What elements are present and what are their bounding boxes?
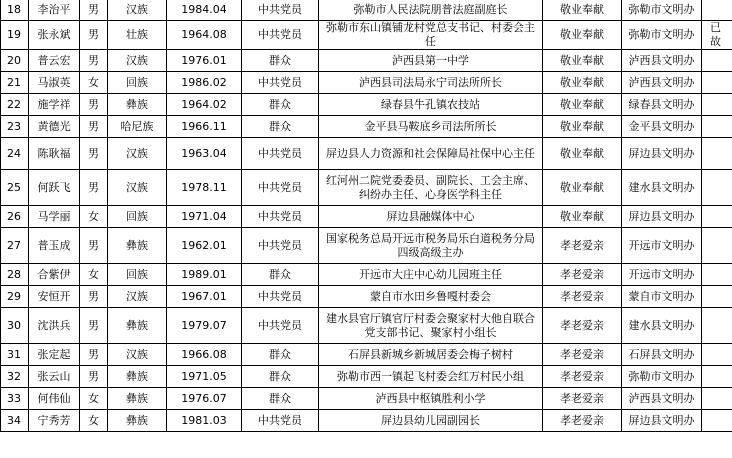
cell-birth: 1979.07: [167, 308, 242, 344]
cell-politics: 群众: [242, 116, 319, 138]
cell-recommender: 弥勒市文明办: [622, 0, 702, 21]
cell-birth: 1984.04: [167, 0, 242, 21]
cell-birth: 1976.01: [167, 50, 242, 72]
cell-gender: 男: [80, 344, 108, 366]
cell-recommender: 开远市文明办: [622, 264, 702, 286]
cell-category: 孝老爱亲: [543, 228, 622, 264]
cell-no: 29: [1, 286, 29, 308]
cell-politics: 中共党员: [242, 308, 319, 344]
cell-recommender: 弥勒市文明办: [622, 21, 702, 50]
cell-category: 孝老爱亲: [543, 388, 622, 410]
cell-recommender: 金平县文明办: [622, 116, 702, 138]
cell-no: 19: [1, 21, 29, 50]
cell-gender: 女: [80, 388, 108, 410]
cell-gender: 男: [80, 308, 108, 344]
cell-ethnicity: 汉族: [108, 170, 167, 206]
cell-name: 马淑英: [29, 72, 80, 94]
cell-no: 23: [1, 116, 29, 138]
cell-birth: 1966.08: [167, 344, 242, 366]
cell-politics: 中共党员: [242, 0, 319, 21]
cell-gender: 男: [80, 116, 108, 138]
cell-name: 普玉成: [29, 228, 80, 264]
cell-note: [702, 286, 732, 308]
cell-gender: 男: [80, 0, 108, 21]
cell-no: 26: [1, 206, 29, 228]
cell-politics: 群众: [242, 344, 319, 366]
cell-gender: 男: [80, 366, 108, 388]
cell-birth: 1981.03: [167, 410, 242, 432]
cell-ethnicity: 汉族: [108, 50, 167, 72]
table-row: [1, 206, 732, 228]
cell-note: [702, 366, 732, 388]
cell-name: 张定起: [29, 344, 80, 366]
cell-unit: 蒙自市水田乡鲁嘎村委会: [319, 286, 543, 308]
table-row: [1, 388, 732, 410]
cell-unit: 泸西县第一中学: [319, 50, 543, 72]
cell-politics: 中共党员: [242, 21, 319, 50]
cell-note: [702, 388, 732, 410]
table-row: [1, 50, 732, 72]
cell-ethnicity: 彝族: [108, 228, 167, 264]
cell-ethnicity: 彝族: [108, 388, 167, 410]
table-row: [1, 170, 732, 206]
cell-ethnicity: 彝族: [108, 366, 167, 388]
table-row: [1, 116, 732, 138]
cell-gender: 男: [80, 21, 108, 50]
cell-ethnicity: 回族: [108, 264, 167, 286]
table-row: [1, 21, 732, 50]
cell-unit: 石屏县新城乡新城居委会梅子树村: [319, 344, 543, 366]
cell-note: [702, 94, 732, 116]
cell-birth: 1963.04: [167, 138, 242, 170]
cell-ethnicity: 汉族: [108, 0, 167, 21]
cell-name: 黄德光: [29, 116, 80, 138]
cell-category: 孝老爱亲: [543, 286, 622, 308]
cell-name: 张云山: [29, 366, 80, 388]
cell-category: 敬业奉献: [543, 0, 622, 21]
cell-note: [702, 344, 732, 366]
cell-note: [702, 170, 732, 206]
cell-no: 31: [1, 344, 29, 366]
cell-unit: 屏边县幼儿园副园长: [319, 410, 543, 432]
cell-name: 张永斌: [29, 21, 80, 50]
cell-gender: 男: [80, 50, 108, 72]
cell-recommender: 弥勒市文明办: [622, 366, 702, 388]
cell-no: 27: [1, 228, 29, 264]
cell-note: [702, 308, 732, 344]
cell-name: 沈洪兵: [29, 308, 80, 344]
cell-gender: 女: [80, 264, 108, 286]
cell-unit: 弥勒市人民法院朋普法庭副庭长: [319, 0, 543, 21]
cell-gender: 男: [80, 286, 108, 308]
table-row: [1, 344, 732, 366]
table-row: [1, 308, 732, 344]
cell-birth: 1986.02: [167, 72, 242, 94]
table-row: [1, 228, 732, 264]
cell-name: 何伟仙: [29, 388, 80, 410]
cell-unit: 金平县马鞍底乡司法所所长: [319, 116, 543, 138]
cell-no: 32: [1, 366, 29, 388]
table-row: [1, 0, 732, 21]
cell-name: 马学丽: [29, 206, 80, 228]
cell-category: 孝老爱亲: [543, 366, 622, 388]
cell-no: 22: [1, 94, 29, 116]
cell-gender: 女: [80, 206, 108, 228]
cell-gender: 女: [80, 72, 108, 94]
table-row: [1, 72, 732, 94]
cell-politics: 中共党员: [242, 138, 319, 170]
cell-category: 敬业奉献: [543, 50, 622, 72]
cell-politics: 中共党员: [242, 72, 319, 94]
cell-category: 敬业奉献: [543, 206, 622, 228]
cell-category: 敬业奉献: [543, 21, 622, 50]
cell-note: [702, 410, 732, 432]
cell-unit: 弥勒市东山镇铺龙村党总支书记、村委会主任: [319, 21, 543, 50]
cell-birth: 1962.01: [167, 228, 242, 264]
cell-unit: 国家税务总局开远市税务局乐白道税务分局四级高级主办: [319, 228, 543, 264]
cell-no: 24: [1, 138, 29, 170]
cell-note: [702, 264, 732, 286]
cell-unit: 泸西县司法局永宁司法所所长: [319, 72, 543, 94]
cell-unit: 屏边县融媒体中心: [319, 206, 543, 228]
cell-unit: 绿春县牛孔镇农技站: [319, 94, 543, 116]
table-row: [1, 410, 732, 432]
cell-recommender: 石屏县文明办: [622, 344, 702, 366]
cell-no: 33: [1, 388, 29, 410]
cell-gender: 男: [80, 170, 108, 206]
cell-category: 敬业奉献: [543, 116, 622, 138]
cell-name: 何跃飞: [29, 170, 80, 206]
cell-note: [702, 0, 732, 21]
cell-politics: 中共党员: [242, 286, 319, 308]
cell-recommender: 屏边县文明办: [622, 206, 702, 228]
cell-note: [702, 138, 732, 170]
cell-ethnicity: 汉族: [108, 286, 167, 308]
cell-politics: 中共党员: [242, 228, 319, 264]
cell-ethnicity: 壮族: [108, 21, 167, 50]
cell-no: 28: [1, 264, 29, 286]
cell-name: 陈耿福: [29, 138, 80, 170]
cell-note: [702, 50, 732, 72]
cell-politics: 中共党员: [242, 410, 319, 432]
cell-ethnicity: 汉族: [108, 138, 167, 170]
cell-no: 25: [1, 170, 29, 206]
cell-category: 孝老爱亲: [543, 264, 622, 286]
cell-no: 18: [1, 0, 29, 21]
cell-politics: 中共党员: [242, 206, 319, 228]
cell-name: 合紫伊: [29, 264, 80, 286]
cell-recommender: 绿春县文明办: [622, 94, 702, 116]
cell-gender: 男: [80, 228, 108, 264]
cell-unit: 泸西县中枢镇胜利小学: [319, 388, 543, 410]
cell-no: 21: [1, 72, 29, 94]
cell-politics: 群众: [242, 50, 319, 72]
cell-ethnicity: 回族: [108, 72, 167, 94]
table-row: [1, 264, 732, 286]
cell-recommender: 泸西县文明办: [622, 50, 702, 72]
cell-name: 宁秀芳: [29, 410, 80, 432]
cell-politics: 群众: [242, 264, 319, 286]
cell-no: 20: [1, 50, 29, 72]
cell-recommender: 泸西县文明办: [622, 72, 702, 94]
cell-unit: 开远市大庄中心幼儿园班主任: [319, 264, 543, 286]
cell-unit: 屏边县人力资源和社会保障局社保中心主任: [319, 138, 543, 170]
cell-note: [702, 206, 732, 228]
cell-recommender: 建水县文明办: [622, 170, 702, 206]
cell-no: 34: [1, 410, 29, 432]
cell-category: 敬业奉献: [543, 72, 622, 94]
table-row: [1, 138, 732, 170]
cell-recommender: 蒙自市文明办: [622, 286, 702, 308]
cell-unit: 建水县官厅镇官厅村委会聚家村大他自联合党支部书记、聚家村小组长: [319, 308, 543, 344]
cell-unit: 弥勒市西一镇起飞村委会红万村民小组: [319, 366, 543, 388]
cell-ethnicity: 彝族: [108, 308, 167, 344]
cell-name: 安恒开: [29, 286, 80, 308]
cell-birth: 1989.01: [167, 264, 242, 286]
cell-birth: 1971.05: [167, 366, 242, 388]
cell-ethnicity: 彝族: [108, 410, 167, 432]
cell-name: 施学祥: [29, 94, 80, 116]
table-row: [1, 94, 732, 116]
cell-category: 敬业奉献: [543, 94, 622, 116]
cell-name: 李治平: [29, 0, 80, 21]
cell-name: 普云宏: [29, 50, 80, 72]
table-row: [1, 366, 732, 388]
cell-note: [702, 72, 732, 94]
cell-birth: 1966.11: [167, 116, 242, 138]
cell-note: [702, 116, 732, 138]
cell-category: 孝老爱亲: [543, 308, 622, 344]
cell-birth: 1978.11: [167, 170, 242, 206]
cell-note: 已故: [702, 21, 732, 50]
cell-birth: 1964.08: [167, 21, 242, 50]
cell-gender: 男: [80, 138, 108, 170]
cell-politics: 群众: [242, 94, 319, 116]
cell-birth: 1976.07: [167, 388, 242, 410]
cell-politics: 群众: [242, 366, 319, 388]
cell-gender: 男: [80, 94, 108, 116]
cell-ethnicity: 彝族: [108, 94, 167, 116]
cell-unit: 红河州二院党委委员、副院长、工会主席、纠纷办主任、心身医学科主任: [319, 170, 543, 206]
cell-ethnicity: 回族: [108, 206, 167, 228]
cell-note: [702, 228, 732, 264]
cell-ethnicity: 哈尼族: [108, 116, 167, 138]
cell-recommender: 开远市文明办: [622, 228, 702, 264]
cell-gender: 女: [80, 410, 108, 432]
cell-politics: 中共党员: [242, 170, 319, 206]
cell-category: 敬业奉献: [543, 138, 622, 170]
cell-politics: 群众: [242, 388, 319, 410]
cell-category: 孝老爱亲: [543, 410, 622, 432]
cell-category: 敬业奉献: [543, 170, 622, 206]
cell-birth: 1964.02: [167, 94, 242, 116]
cell-category: 孝老爱亲: [543, 344, 622, 366]
cell-no: 30: [1, 308, 29, 344]
cell-recommender: 建水县文明办: [622, 308, 702, 344]
cell-recommender: 屏边县文明办: [622, 410, 702, 432]
table-row: [1, 286, 732, 308]
cell-birth: 1971.04: [167, 206, 242, 228]
cell-ethnicity: 汉族: [108, 344, 167, 366]
cell-recommender: 屏边县文明办: [622, 138, 702, 170]
cell-recommender: 泸西县文明办: [622, 388, 702, 410]
cell-birth: 1967.01: [167, 286, 242, 308]
